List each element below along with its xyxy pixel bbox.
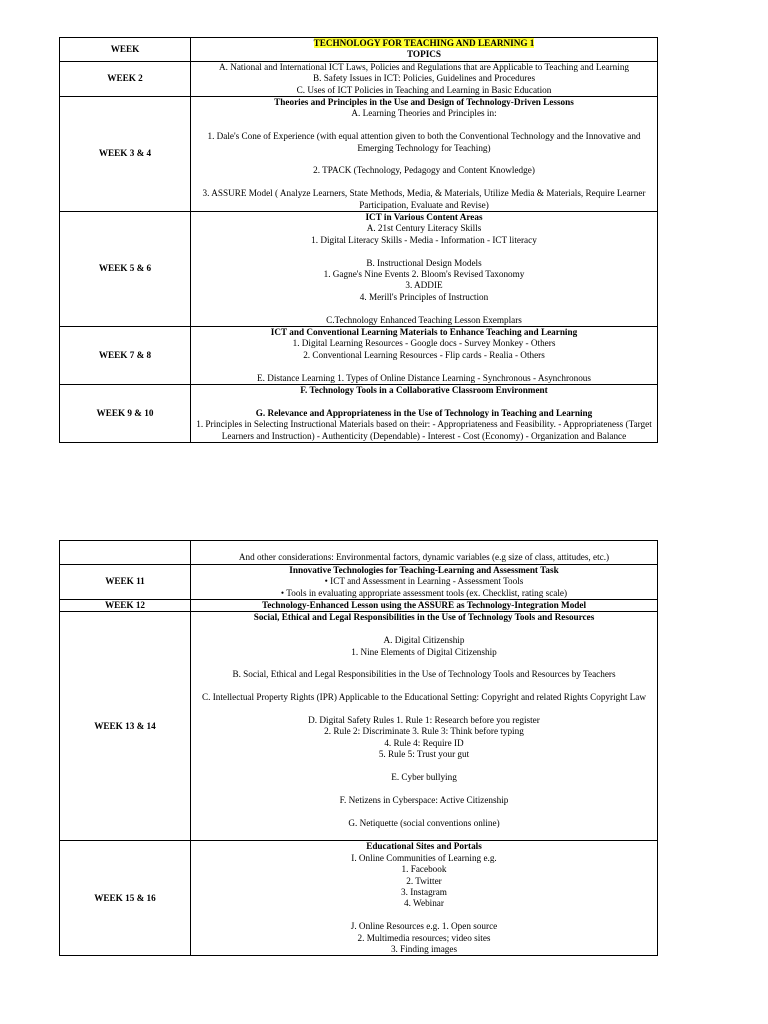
topic-line (195, 829, 653, 840)
week-label: WEEK 13 & 14 (60, 612, 191, 841)
week-label: WEEK 3 & 4 (60, 97, 191, 212)
topic-line: I. Online Communities of Learning e.g. (351, 852, 497, 863)
week-row (60, 600, 658, 612)
week-row (60, 212, 658, 327)
topic-line: 3. ADDIE (405, 280, 443, 291)
topic-heading: TOPICS (406, 49, 442, 60)
topic-line: And other considerations: Environmental factors, dynamic variables (e.g size of class, attitudes, etc.) (238, 552, 610, 563)
topic-line (195, 704, 653, 715)
topic-line: 4. Merill's Principles of Instruction (359, 291, 489, 302)
topic-line: 2. Rule 2: Discriminate 3. Rule 3: Think before typing (324, 726, 524, 737)
topic-line: A. 21st Century Literacy Skills (366, 223, 482, 234)
topic-heading: G. Relevance and Appropriateness in the Use of Technology in Teaching and Learning (255, 407, 593, 418)
topic-line (195, 806, 653, 817)
topics-cell (191, 541, 658, 565)
topic-line (195, 624, 653, 635)
topic-line: A. National and International ICT Laws, Policies and Regulations that are Applicable to Teaching and Learning (218, 61, 630, 72)
week-row (60, 327, 658, 385)
week-row (60, 564, 658, 599)
topic-line: 3. Instagram (401, 887, 447, 898)
topic-line: 2. Conventional Learning Resources - Flip cards - Realia - Others (303, 349, 545, 360)
topic-line: D. Digital Safety Rules 1. Rule 1: Research before you register (308, 715, 540, 726)
topic-heading: ICT in Various Content Areas (365, 212, 483, 223)
week-label: WEEK 9 & 10 (60, 385, 191, 443)
topic-heading: Social, Ethical and Legal Responsibilities in the Use of Technology Tools and Resources (253, 612, 595, 623)
week-row (60, 385, 658, 443)
course-title: TECHNOLOGY FOR TEACHING AND LEARNING 1 (313, 38, 535, 48)
topic-heading: Theories and Principles in the Use and Design of Technology-Driven Lessons (274, 97, 574, 108)
week-label: WEEK 2 (60, 61, 191, 96)
topic-line: • Tools in evaluating appropriate assessment tools (ex. Checklist, rating scale) (280, 587, 568, 598)
topic-line: 1. Facebook (401, 864, 447, 875)
topic-line: 1. Digital Learning Resources - Google docs - Survey Monkey - Others (292, 338, 556, 349)
week-row (60, 97, 658, 212)
topic-line: 2. Twitter (406, 875, 442, 886)
topic-line: C.Technology Enhanced Teaching Lesson Exemplars (326, 314, 522, 325)
week-row (60, 61, 658, 96)
topic-line: F. Netizens in Cyberspace: Active Citizenship (339, 794, 509, 805)
topics-cell (191, 612, 658, 841)
topic-line: G. Netiquette (social conventions online) (348, 817, 500, 828)
topic-line: 1. Nine Elements of Digital Citizenship (351, 646, 497, 657)
topic-line: 3. Finding images (390, 944, 458, 955)
topic-line (195, 397, 653, 408)
week-row (60, 612, 658, 841)
topic-line (195, 783, 653, 794)
topic-heading: F. Technology Tools in a Collaborative Classroom Environment (300, 385, 548, 396)
topic-line: A. Digital Citizenship (383, 635, 465, 646)
topic-line: 4. Webinar (404, 898, 444, 909)
syllabus-table-page-1 (59, 37, 658, 443)
topic-heading (195, 38, 653, 49)
week-label: WEEK 15 & 16 (60, 841, 191, 956)
topic-line (195, 541, 653, 552)
topic-line (195, 154, 653, 165)
topic-line (195, 910, 653, 921)
topic-line (195, 120, 653, 131)
syllabus-table-page-2 (59, 540, 658, 956)
topic-line (195, 177, 653, 188)
topics-cell (191, 564, 658, 599)
topic-line: C. Intellectual Property Rights (IPR) Applicable to the Educational Setting: Copyright and related Rights Copyright Law (202, 692, 646, 703)
topic-line: • ICT and Assessment in Learning - Assessment Tools (324, 576, 524, 587)
topic-line (195, 303, 653, 314)
topic-line (195, 361, 653, 372)
week-label: WEEK 11 (60, 564, 191, 599)
topic-line: J. Online Resources e.g. 1. Open source (350, 921, 498, 932)
topic-line: B. Safety Issues in ICT: Policies, Guidelines and Procedures (312, 73, 536, 84)
topic-line: C. Uses of ICT Policies in Teaching and Learning in Basic Education (296, 84, 552, 95)
topics-header-cell (191, 38, 658, 62)
topic-line: E. Distance Learning 1. Types of Online Distance Learning - Synchronous - Asynchronous (257, 372, 591, 383)
topic-line: 4. Rule 4: Require ID (384, 737, 464, 748)
topics-cell (191, 61, 658, 96)
topic-line: A. Learning Theories and Principles in: (351, 108, 497, 119)
week-label: WEEK 12 (60, 600, 191, 612)
topic-line: 2. Multimedia resources; video sites (357, 932, 491, 943)
topic-line (195, 246, 653, 257)
topic-line: 5. Rule 5: Trust your gut (378, 749, 470, 760)
topic-heading: Innovative Technologies for Teaching-Learning and Assessment Task (289, 564, 559, 575)
topics-cell (191, 841, 658, 956)
topic-line (195, 658, 653, 669)
topic-line (195, 681, 653, 692)
topic-line: 1. Gagne's Nine Events 2. Bloom's Revised Taxonomy (323, 269, 525, 280)
topics-cell (191, 327, 658, 385)
topics-cell (191, 600, 658, 612)
header-row (60, 38, 658, 62)
week-row (60, 541, 658, 565)
topic-line: 3. ASSURE Model ( Analyze Learners, State Methods, Media, & Materials, Utilize Media & Materials, Require Learner Participation, Evaluate and Revise) (202, 188, 646, 210)
topics-cell (191, 212, 658, 327)
topic-line: 1. Digital Literacy Skills - Media - Information - ICT literacy (311, 234, 537, 245)
topic-line: B. Instructional Design Models (366, 257, 482, 268)
week-row (60, 841, 658, 956)
week-label (60, 541, 191, 565)
week-label: WEEK 5 & 6 (60, 212, 191, 327)
topic-heading: Educational Sites and Portals (366, 841, 482, 852)
topic-line: E. Cyber bullying (391, 772, 457, 783)
topic-line: 1. Principles in Selecting Instructional Materials based on their: - Appropriateness and Feasibility. - Appropriateness (Target Learners and Instruction) - Authenticity (Dependable) - Interest - Cost (Economy) - Organization and Balance (196, 419, 652, 441)
week-label: WEEK 7 & 8 (60, 327, 191, 385)
topic-heading: Technology-Enhanced Lesson using the ASSURE as Technology-Integration Model (261, 600, 587, 611)
topics-cell (191, 385, 658, 443)
topic-line: 1. Dale's Cone of Experience (with equal attention given to both the Conventional Technology and the Innovative and Emerging Technology for Teaching) (207, 131, 641, 153)
topic-line: B. Social, Ethical and Legal Responsibilities in the Use of Technology Tools and Resources by Teachers (232, 669, 616, 680)
topic-line: 2. TPACK (Technology, Pedagogy and Content Knowledge) (313, 165, 535, 176)
topics-cell (191, 97, 658, 212)
week-column-header: WEEK (60, 38, 191, 62)
topic-heading: ICT and Conventional Learning Materials to Enhance Teaching and Learning (270, 327, 578, 338)
topic-line (195, 761, 653, 772)
